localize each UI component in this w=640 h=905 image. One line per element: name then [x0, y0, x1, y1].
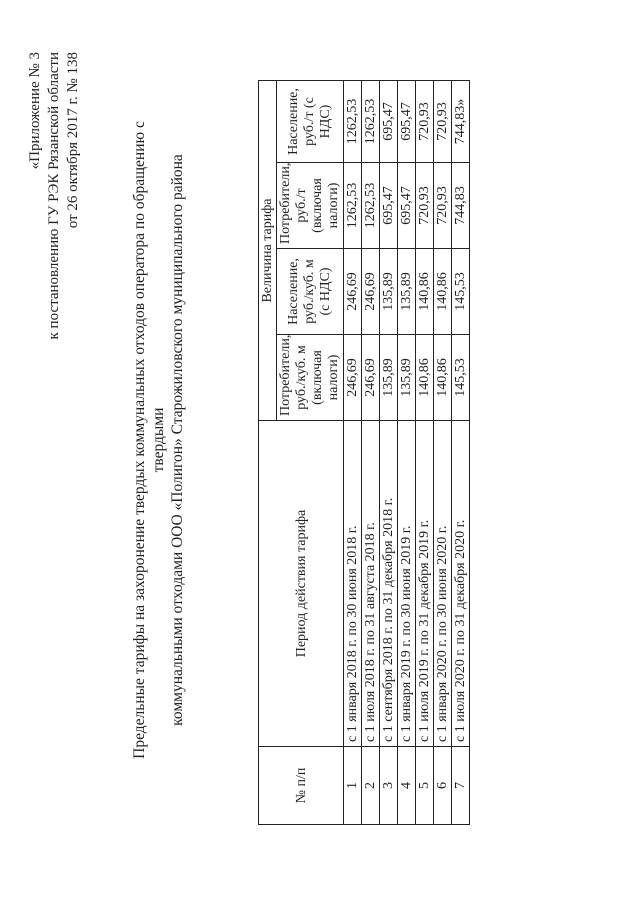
row-consumers-m3: 135,89	[398, 335, 416, 421]
tariff-table	[258, 80, 470, 825]
annex-number: «Приложение № 3	[27, 52, 43, 170]
row-consumers-m3: 246,69	[362, 335, 380, 421]
document-title	[130, 95, 187, 785]
title-line-2: коммунальными отходами ООО «Полигон» Старожиловского муниципального района	[169, 154, 186, 726]
row-population-t: 1262,53	[362, 81, 380, 163]
annex-date: от 26 октября 2017 г. № 138	[65, 52, 81, 229]
row-population-m3: 246,69	[362, 249, 380, 335]
header-period: Период действия тарифа	[259, 421, 344, 747]
row-population-t: 720,93	[434, 81, 452, 163]
annex-resolution: к постановлению ГУ РЭК Рязанской области	[46, 52, 62, 340]
row-consumers-t: 720,93	[434, 163, 452, 249]
table-row	[344, 81, 362, 825]
row-period: с 1 июля 2020 г. по 31 декабря 2020 г.	[452, 421, 470, 747]
row-num: 6	[434, 747, 452, 825]
header-consumers-m3: Потребители, руб./куб. м (включая налоги)	[277, 335, 344, 421]
table-row	[380, 81, 398, 825]
row-consumers-t: 720,93	[416, 163, 434, 249]
row-period: с 1 января 2019 г. по 30 июня 2019 г.	[398, 421, 416, 747]
row-population-m3: 140,86	[416, 249, 434, 335]
table-row	[362, 81, 380, 825]
row-consumers-m3: 135,89	[380, 335, 398, 421]
row-period: с 1 сентября 2018 г. по 31 декабря 2018 г.	[380, 421, 398, 747]
table-row	[434, 81, 452, 825]
row-num: 5	[416, 747, 434, 825]
row-consumers-t: 744,83	[452, 163, 470, 249]
row-population-t: 695,47	[380, 81, 398, 163]
table-header-row	[259, 81, 277, 825]
row-consumers-t: 695,47	[380, 163, 398, 249]
header-num: № п/п	[259, 747, 344, 825]
table-row	[416, 81, 434, 825]
header-population-t: Население, руб./т (с НДС)	[277, 81, 344, 163]
row-population-t: 1262,53	[344, 81, 362, 163]
table-row	[452, 81, 470, 825]
row-num: 3	[380, 747, 398, 825]
row-num: 2	[362, 747, 380, 825]
row-consumers-m3: 246,69	[344, 335, 362, 421]
row-population-m3: 140,86	[434, 249, 452, 335]
header-consumers-t: Потребители, руб./т (включая налоги)	[277, 163, 344, 249]
row-population-m3: 135,89	[380, 249, 398, 335]
row-consumers-t: 695,47	[398, 163, 416, 249]
header-population-m3: Население, руб./куб. м (с НДС)	[277, 249, 344, 335]
row-population-t: 720,93	[416, 81, 434, 163]
annex-header	[26, 52, 83, 472]
header-tariff-group: Величина тарифа	[259, 81, 277, 421]
row-period: с 1 января 2020 г. по 30 июня 2020 г.	[434, 421, 452, 747]
row-num: 1	[344, 747, 362, 825]
row-population-t: 744,83»	[452, 81, 470, 163]
row-num: 7	[452, 747, 470, 825]
row-consumers-t: 1262,53	[344, 163, 362, 249]
row-period: с 1 июля 2018 г. по 31 августа 2018 г.	[362, 421, 380, 747]
row-consumers-m3: 140,86	[416, 335, 434, 421]
row-consumers-m3: 140,86	[434, 335, 452, 421]
row-population-m3: 135,89	[398, 249, 416, 335]
title-line-1: Предельные тарифы на захоронение твердых коммунальных отходов оператора по обращению с твердыми	[131, 121, 167, 759]
row-population-t: 695,47	[398, 81, 416, 163]
row-period: с 1 января 2018 г. по 30 июня 2018 г.	[344, 421, 362, 747]
row-consumers-m3: 145,53	[452, 335, 470, 421]
row-num: 4	[398, 747, 416, 825]
table-row	[398, 81, 416, 825]
row-population-m3: 246,69	[344, 249, 362, 335]
row-consumers-t: 1262,53	[362, 163, 380, 249]
row-population-m3: 145,53	[452, 249, 470, 335]
row-period: с 1 июля 2019 г. по 31 декабря 2019 г.	[416, 421, 434, 747]
